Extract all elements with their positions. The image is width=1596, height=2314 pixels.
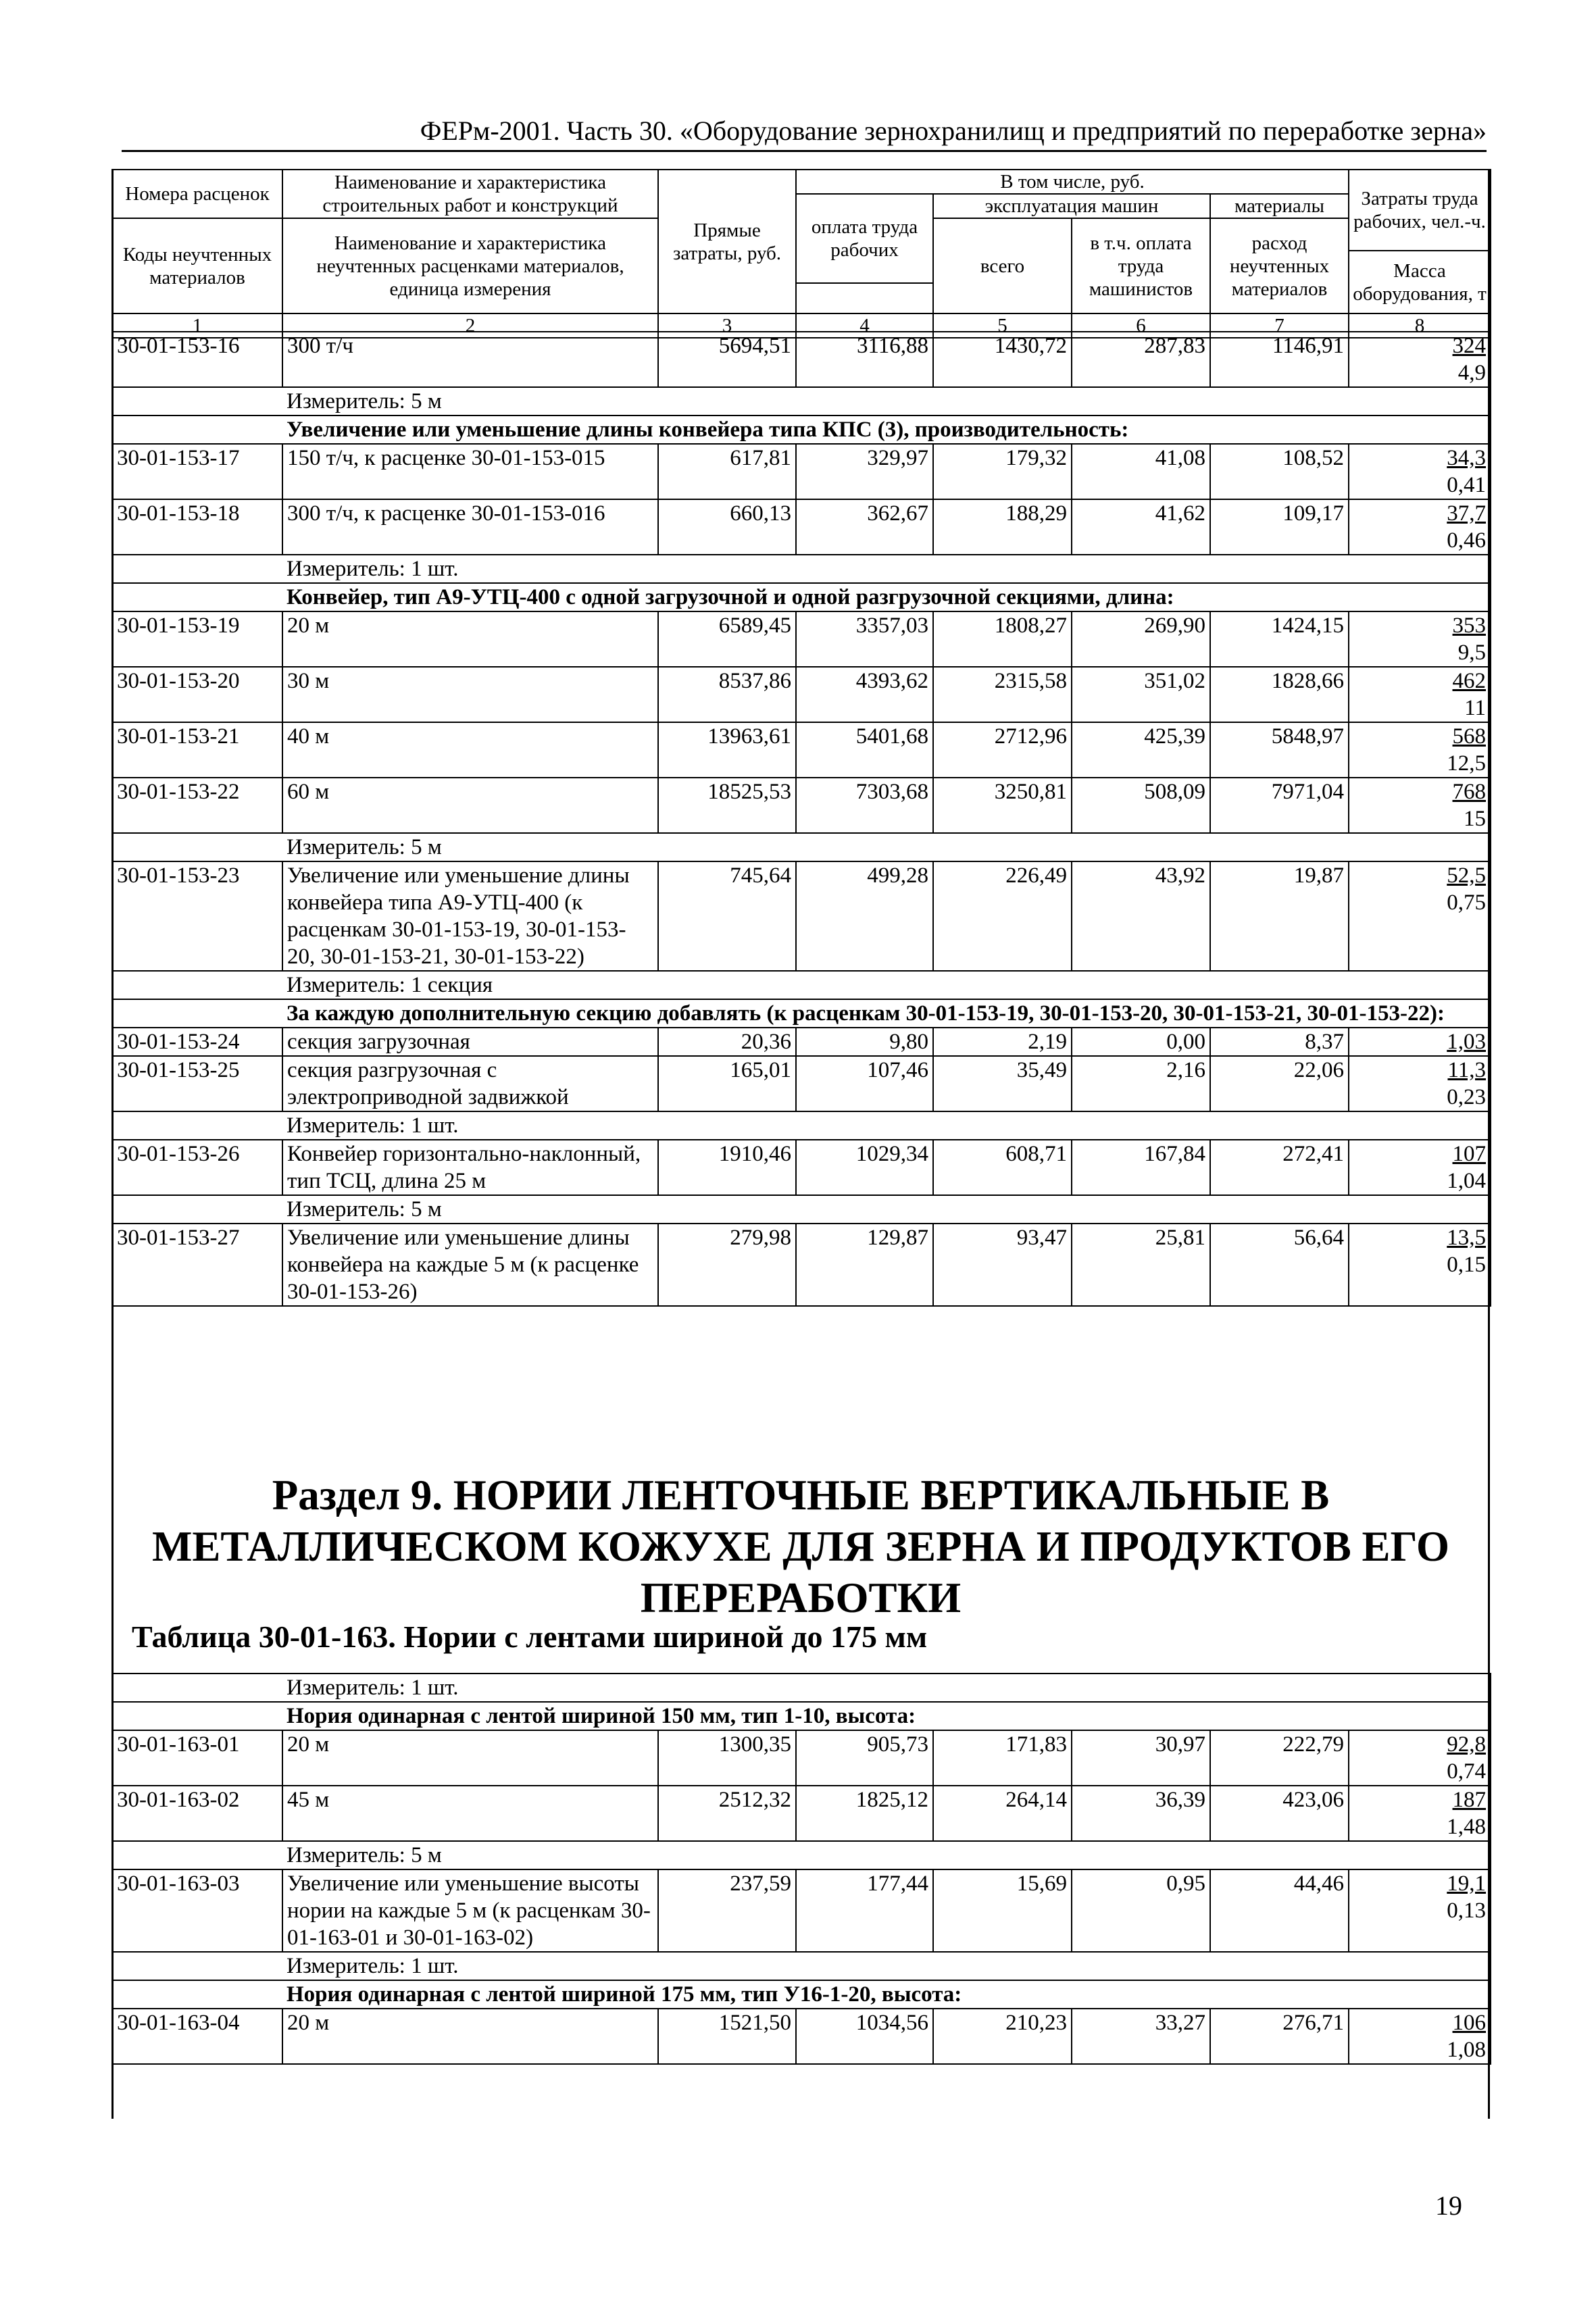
machinist-pay: 0,95 [1072, 1869, 1210, 1952]
header-num-3: 3 [658, 313, 796, 338]
direct-costs: 165,01 [658, 1056, 796, 1111]
rate-code: 30-01-163-02 [112, 1786, 282, 1841]
direct-costs: 5694,51 [658, 332, 796, 387]
rate-name: 20 м [282, 1730, 658, 1786]
rate-name: 300 т/ч, к расценке 30-01-153-016 [282, 499, 658, 555]
measure-label: Измеритель: 1 шт. [282, 555, 1491, 583]
measure-row [112, 1674, 1491, 1702]
materials-cost: 19,87 [1210, 861, 1349, 971]
materials-cost: 7971,04 [1210, 778, 1349, 833]
measure-label: Измеритель: 1 шт. [282, 1674, 1491, 1702]
measure-empty [112, 1952, 282, 1980]
equipment-mass: 15 [1464, 807, 1486, 831]
measure-label: Измеритель: 1 шт. [282, 1111, 1491, 1140]
measure-label: Измеритель: 1 шт. [282, 1952, 1491, 1980]
measure-row [112, 1952, 1491, 1980]
rate-code: 30-01-163-04 [112, 2009, 282, 2064]
header-mat: материалы [1210, 194, 1349, 218]
direct-costs: 617,81 [658, 444, 796, 499]
labor-hours: 37,7 [1447, 501, 1486, 526]
materials-cost: 1424,15 [1210, 611, 1349, 667]
labor-hours: 568 [1452, 724, 1486, 749]
machines-total: 210,23 [933, 2009, 1072, 2064]
labor-hours: 19,1 [1447, 1871, 1487, 1896]
measure-empty [112, 1111, 282, 1140]
labor-pay: 107,46 [796, 1056, 933, 1111]
machines-total: 264,14 [933, 1786, 1072, 1841]
direct-costs: 1521,50 [658, 2009, 796, 2064]
labor-pay: 4393,62 [796, 667, 933, 722]
materials-cost: 109,17 [1210, 499, 1349, 555]
equipment-mass: 1,08 [1447, 2038, 1487, 2062]
rate-name: 20 м [282, 2009, 658, 2064]
rate-name: Увеличение или уменьшение длины конвейера на каждые 5 м (к расценке 30-01-153-26) [282, 1224, 658, 1306]
table-row [112, 1056, 1491, 1111]
labor-hours-mass [1349, 667, 1491, 722]
measure-row [112, 1841, 1491, 1869]
rate-code: 30-01-153-22 [112, 778, 282, 833]
header-col6: в т.ч. оплата труда машинистов [1072, 218, 1210, 313]
machines-total: 179,32 [933, 444, 1072, 499]
table-row [112, 1730, 1491, 1786]
header-col4: оплата труда рабочих [796, 194, 933, 283]
equipment-mass: 0,46 [1447, 528, 1486, 553]
materials-cost: 22,06 [1210, 1056, 1349, 1111]
labor-pay: 329,97 [796, 444, 933, 499]
direct-costs: 745,64 [658, 861, 796, 971]
table-row [112, 667, 1491, 722]
labor-hours: 106 [1452, 2011, 1487, 2035]
rate-code: 30-01-153-23 [112, 861, 282, 971]
table-row [112, 611, 1491, 667]
machinist-pay: 167,84 [1072, 1140, 1210, 1195]
table-row [112, 861, 1491, 971]
labor-hours-mass [1349, 1028, 1491, 1056]
group-empty [112, 1702, 282, 1730]
direct-costs: 2512,32 [658, 1786, 796, 1841]
equipment-mass: 0,41 [1447, 473, 1486, 497]
labor-pay: 9,80 [796, 1028, 933, 1056]
group-label: Нория одинарная с лентой шириной 175 мм, тип У16-1-20, высота: [282, 1980, 1491, 2009]
equipment-mass: 0,13 [1447, 1898, 1487, 1923]
direct-costs: 13963,61 [658, 722, 796, 778]
header-zatr: Затраты труда рабочих, чел.-ч. [1349, 170, 1491, 251]
labor-pay: 1825,12 [796, 1786, 933, 1841]
rate-name: секция разгрузочная с электроприводной задвижкой [282, 1056, 658, 1111]
labor-hours: 324 [1452, 334, 1486, 358]
equipment-mass: 1,48 [1447, 1815, 1487, 1839]
table-row [112, 444, 1491, 499]
header-col2-bottom: Наименование и характеристика неучтенных расценками материалов, единица измерения [282, 218, 658, 313]
labor-hours-mass [1349, 332, 1491, 387]
direct-costs: 279,98 [658, 1224, 796, 1306]
machinist-pay: 269,90 [1072, 611, 1210, 667]
table-header [111, 169, 1491, 338]
equipment-mass: 9,5 [1457, 640, 1486, 665]
header-spacer [796, 283, 933, 313]
labor-hours-mass [1349, 499, 1491, 555]
equipment-mass: 4,9 [1457, 361, 1486, 385]
rate-code: 30-01-153-26 [112, 1140, 282, 1195]
measure-row [112, 833, 1491, 861]
measure-row [112, 971, 1491, 999]
materials-cost: 1146,91 [1210, 332, 1349, 387]
machinist-pay: 25,81 [1072, 1224, 1210, 1306]
machines-total: 2315,58 [933, 667, 1072, 722]
rate-name: Увеличение или уменьшение длины конвейера типа А9-УТЦ-400 (к расценкам 30-01-153-19, 30-01-153-20, 30-01-153-21, 30-01-153-22) [282, 861, 658, 971]
group-empty [112, 1980, 282, 2009]
rate-code: 30-01-163-01 [112, 1730, 282, 1786]
materials-cost: 5848,97 [1210, 722, 1349, 778]
machines-total: 188,29 [933, 499, 1072, 555]
group-empty [112, 999, 282, 1028]
machines-total: 2712,96 [933, 722, 1072, 778]
labor-hours-mass [1349, 1140, 1491, 1195]
direct-costs: 660,13 [658, 499, 796, 555]
rate-code: 30-01-153-24 [112, 1028, 282, 1056]
table-row [112, 332, 1491, 387]
rate-name: 30 м [282, 667, 658, 722]
labor-hours-mass [1349, 1224, 1491, 1306]
labor-hours: 187 [1452, 1788, 1487, 1812]
labor-hours-mass [1349, 1730, 1491, 1786]
direct-costs: 20,36 [658, 1028, 796, 1056]
labor-pay: 905,73 [796, 1730, 933, 1786]
header-num-6: 6 [1072, 313, 1210, 338]
header-col7: расход неучтенных материалов [1210, 218, 1349, 313]
measure-empty [112, 971, 282, 999]
table-row [112, 1224, 1491, 1306]
rate-code: 30-01-153-18 [112, 499, 282, 555]
rate-name: 20 м [282, 611, 658, 667]
table-row [112, 1028, 1491, 1056]
rate-name: Увеличение или уменьшение высоты нории на каждые 5 м (к расценкам 30-01-163-01 и 30-01-163-02) [282, 1869, 658, 1952]
machines-total: 15,69 [933, 1869, 1072, 1952]
header-col5: всего [933, 218, 1072, 313]
machinist-pay: 30,97 [1072, 1730, 1210, 1786]
group-label: Увеличение или уменьшение длины конвейера типа КПС (3), производительность: [282, 416, 1491, 444]
group-label: Нория одинарная с лентой шириной 150 мм, тип 1-10, высота: [282, 1702, 1491, 1730]
labor-pay: 362,67 [796, 499, 933, 555]
labor-pay: 3116,88 [796, 332, 933, 387]
labor-hours-mass [1349, 444, 1491, 499]
rate-name: 150 т/ч, к расценке 30-01-153-015 [282, 444, 658, 499]
rates-table-153 [111, 331, 1491, 1307]
labor-hours: 52,5 [1447, 863, 1486, 888]
table-title: Таблица 30-01-163. Нории с лентами шириной до 175 мм [132, 1619, 928, 1654]
materials-cost: 423,06 [1210, 1786, 1349, 1841]
table-row [112, 499, 1491, 555]
direct-costs: 237,59 [658, 1869, 796, 1952]
labor-hours-mass [1349, 1786, 1491, 1841]
section-title: Раздел 9. НОРИИ ЛЕНТОЧНЫЕ ВЕРТИКАЛЬНЫЕ В МЕТАЛЛИЧЕСКОМ КОЖУХЕ ДЛЯ ЗЕРНА И ПРОДУКТОВ ЕГО ПЕРЕРАБОТКИ [151, 1472, 1450, 1621]
measure-empty [112, 1674, 282, 1702]
machinist-pay: 351,02 [1072, 667, 1210, 722]
labor-hours: 13,5 [1447, 1226, 1486, 1250]
labor-hours: 34,3 [1447, 446, 1486, 470]
rate-name: секция загрузочная [282, 1028, 658, 1056]
group-row [112, 583, 1491, 611]
header-num-7: 7 [1210, 313, 1349, 338]
machinist-pay: 287,83 [1072, 332, 1210, 387]
labor-pay: 1034,56 [796, 2009, 933, 2064]
header-col1-bottom: Коды неучтенных материалов [112, 218, 282, 313]
machines-total: 93,47 [933, 1224, 1072, 1306]
rate-name: 60 м [282, 778, 658, 833]
measure-empty [112, 387, 282, 416]
materials-cost: 1828,66 [1210, 667, 1349, 722]
group-row [112, 416, 1491, 444]
labor-hours: 107 [1452, 1142, 1486, 1166]
machines-total: 226,49 [933, 861, 1072, 971]
labor-hours: 768 [1452, 780, 1486, 804]
measure-label: Измеритель: 5 м [282, 387, 1491, 416]
rate-name: 40 м [282, 722, 658, 778]
page-header: ФЕРм-2001. Часть 30. «Оборудование зернохранилищ и предприятий по переработке зерна» [122, 112, 1487, 152]
labor-pay: 7303,68 [796, 778, 933, 833]
machinist-pay: 41,62 [1072, 499, 1210, 555]
materials-cost: 272,41 [1210, 1140, 1349, 1195]
measure-empty [112, 1841, 282, 1869]
labor-hours-mass [1349, 1056, 1491, 1111]
machines-total: 608,71 [933, 1140, 1072, 1195]
labor-pay: 499,28 [796, 861, 933, 971]
header-num-4: 4 [796, 313, 933, 338]
group-empty [112, 583, 282, 611]
header-num-5: 5 [933, 313, 1072, 338]
direct-costs: 6589,45 [658, 611, 796, 667]
equipment-mass: 1,04 [1447, 1169, 1486, 1193]
equipment-mass: 12,5 [1447, 751, 1486, 776]
rate-name: 300 т/ч [282, 332, 658, 387]
equipment-mass: 11 [1464, 696, 1486, 720]
equipment-mass: 0,15 [1447, 1253, 1486, 1277]
labor-hours: 353 [1452, 613, 1486, 638]
labor-pay: 1029,34 [796, 1140, 933, 1195]
group-label: Конвейер, тип А9-УТЦ-400 с одной загрузочной и одной разгрузочной секциями, длина: [282, 583, 1491, 611]
labor-hours-mass [1349, 2009, 1491, 2064]
machinist-pay: 43,92 [1072, 861, 1210, 971]
header-num-1: 1 [112, 313, 282, 338]
direct-costs: 18525,53 [658, 778, 796, 833]
direct-costs: 8537,86 [658, 667, 796, 722]
labor-pay: 177,44 [796, 1869, 933, 1952]
group-empty [112, 416, 282, 444]
group-label: За каждую дополнительную секцию добавлять (к расценкам 30-01-153-19, 30-01-153-20, 30-01-153-21, 30-01-153-22): [282, 999, 1491, 1028]
machinist-pay: 41,08 [1072, 444, 1210, 499]
labor-hours: 11,3 [1447, 1058, 1486, 1082]
materials-cost: 222,79 [1210, 1730, 1349, 1786]
labor-hours-mass [1349, 611, 1491, 667]
machines-total: 3250,81 [933, 778, 1072, 833]
rate-code: 30-01-153-19 [112, 611, 282, 667]
labor-hours: 462 [1452, 669, 1486, 693]
header-col2-top: Наименование и характеристика строительных работ и конструкций [282, 170, 658, 218]
labor-pay: 3357,03 [796, 611, 933, 667]
header-mass: Масса оборудования, т [1349, 251, 1491, 313]
measure-empty [112, 1195, 282, 1224]
labor-hours-mass [1349, 1869, 1491, 1952]
header-expl: эксплуатация машин [933, 194, 1210, 218]
rate-code: 30-01-153-17 [112, 444, 282, 499]
rate-code: 30-01-153-21 [112, 722, 282, 778]
labor-pay: 5401,68 [796, 722, 933, 778]
machinist-pay: 36,39 [1072, 1786, 1210, 1841]
measure-row [112, 1195, 1491, 1224]
rate-code: 30-01-153-25 [112, 1056, 282, 1111]
header-col1-top: Номера расценок [112, 170, 282, 218]
machinist-pay: 0,00 [1072, 1028, 1210, 1056]
rates-table-163 [111, 1673, 1491, 2065]
measure-label: Измеритель: 5 м [282, 833, 1491, 861]
machines-total: 1430,72 [933, 332, 1072, 387]
measure-empty [112, 555, 282, 583]
labor-hours: 1,03 [1447, 1030, 1486, 1054]
machines-total: 2,19 [933, 1028, 1072, 1056]
machines-total: 1808,27 [933, 611, 1072, 667]
machinist-pay: 425,39 [1072, 722, 1210, 778]
equipment-mass: 0,75 [1447, 890, 1486, 915]
labor-pay: 129,87 [796, 1224, 933, 1306]
measure-label: Измеритель: 1 секция [282, 971, 1491, 999]
table-row [112, 1140, 1491, 1195]
header-num-8: 8 [1349, 313, 1491, 338]
materials-cost: 8,37 [1210, 1028, 1349, 1056]
header-col3: Прямые затраты, руб. [658, 170, 796, 313]
equipment-mass: 0,23 [1447, 1085, 1486, 1109]
labor-hours-mass [1349, 778, 1491, 833]
machinist-pay: 33,27 [1072, 2009, 1210, 2064]
table-row [112, 1869, 1491, 1952]
rate-code: 30-01-163-03 [112, 1869, 282, 1952]
page-number: 19 [1435, 2190, 1462, 2221]
header-num-2: 2 [282, 313, 658, 338]
labor-hours: 92,8 [1447, 1732, 1487, 1757]
rate-code: 30-01-153-16 [112, 332, 282, 387]
group-row [112, 1980, 1491, 2009]
equipment-mass: 0,74 [1447, 1759, 1487, 1784]
machinist-pay: 508,09 [1072, 778, 1210, 833]
table-row [112, 722, 1491, 778]
materials-cost: 276,71 [1210, 2009, 1349, 2064]
rate-name: Конвейер горизонтально-наклонный, тип ТСЦ, длина 25 м [282, 1140, 658, 1195]
materials-cost: 44,46 [1210, 1869, 1349, 1952]
direct-costs: 1300,35 [658, 1730, 796, 1786]
labor-hours-mass [1349, 722, 1491, 778]
table-row [112, 2009, 1491, 2064]
table-row [112, 778, 1491, 833]
measure-row [112, 387, 1491, 416]
header-incl: В том числе, руб. [796, 170, 1349, 194]
machinist-pay: 2,16 [1072, 1056, 1210, 1111]
measure-row [112, 555, 1491, 583]
machines-total: 35,49 [933, 1056, 1072, 1111]
rate-code: 30-01-153-27 [112, 1224, 282, 1306]
direct-costs: 1910,46 [658, 1140, 796, 1195]
group-row [112, 999, 1491, 1028]
measure-empty [112, 833, 282, 861]
measure-row [112, 1111, 1491, 1140]
group-row [112, 1702, 1491, 1730]
materials-cost: 108,52 [1210, 444, 1349, 499]
measure-label: Измеритель: 5 м [282, 1841, 1491, 1869]
labor-hours-mass [1349, 861, 1491, 971]
materials-cost: 56,64 [1210, 1224, 1349, 1306]
table-row [112, 1786, 1491, 1841]
rate-code: 30-01-153-20 [112, 667, 282, 722]
machines-total: 171,83 [933, 1730, 1072, 1786]
measure-label: Измеритель: 5 м [282, 1195, 1491, 1224]
rate-name: 45 м [282, 1786, 658, 1841]
